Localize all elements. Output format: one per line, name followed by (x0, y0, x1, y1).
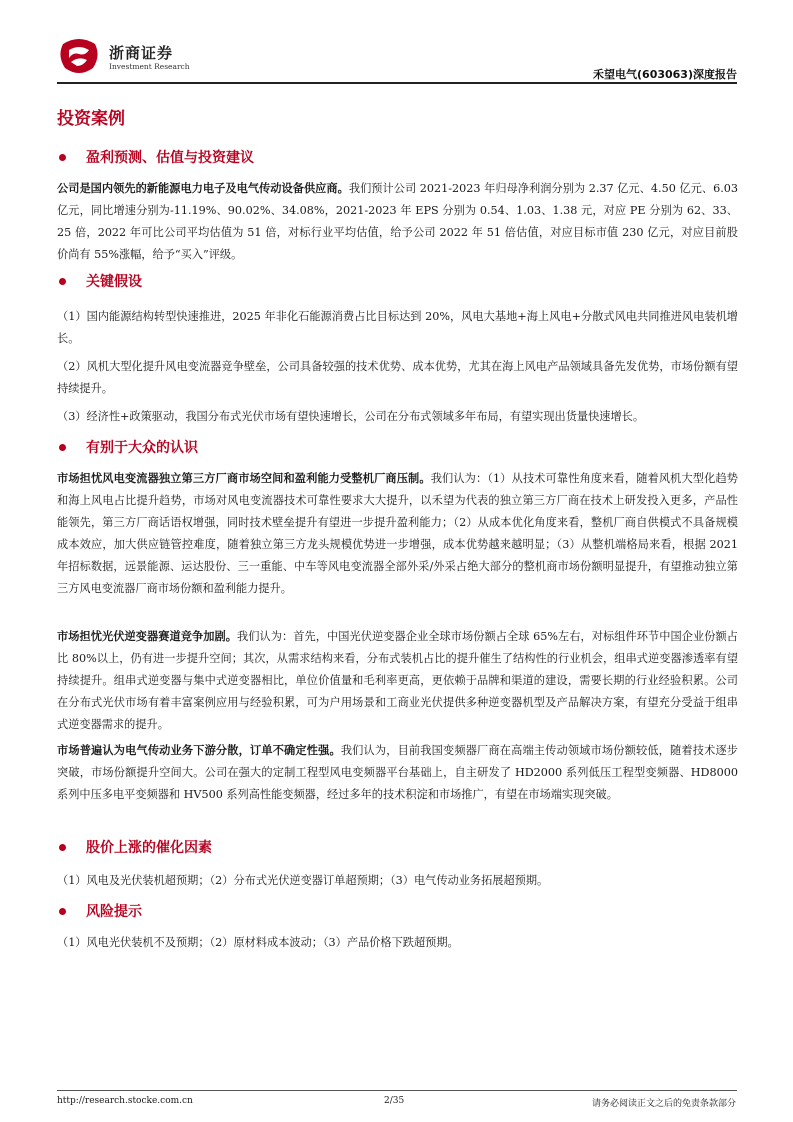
paragraph: （3）经济性+政策驱动，我国分布式光伏市场有望快速增长，公司在分布式领域多年布局，有望实现出货量快速增长。 (57, 410, 645, 423)
logo-subtitle: Investment Research (109, 62, 190, 71)
section-heading: 盈利预测、估值与投资建议 (57, 148, 254, 168)
bullet-icon (59, 844, 66, 851)
header-divider (57, 82, 737, 84)
paragraph: 公司是国内领先的新能源电力电子及电气传动设备供应商。我们预计公司 2021-2023 年归母净利润分别为 2.37 亿元、4.50 亿元、6.03 亿元，同比增速分别为-11.19%、90.02%、34.08%，2021-2023 年 EPS 分别为 0.54、1.03、1.38 元，对应 PE 分别为 62、33、25 倍，2022 年可比公司平均估值为 51 倍，对标行业平均估值，给予公司 2022 年 51 倍估值，对应目标市值 230 亿元，对应目前股价尚有 55%涨幅，给予“买入”评级。 (57, 182, 738, 261)
section-heading: 有别于大众的认识 (57, 438, 198, 458)
section-heading: 风险提示 (57, 902, 142, 922)
bullet-icon (59, 154, 66, 161)
paragraph: 市场普遍认为电气传动业务下游分散，订单不确定性强。我们认为，目前我国变频器厂商在高端主传动领域市场份额较低，随着技术逐步突破，市场份额提升空间大。公司在强大的定制工程型风电变频器平台基础上，自主研发了 HD2000 系列低压工程型变频器、HD8000 系列中压多电平变频器和 HV500 系列高性能变频器，经过多年的技术积淀和市场推广，有望在市场端实现突破。 (57, 744, 738, 801)
bullet-icon (59, 278, 66, 285)
paragraph: （1）国内能源结构转型快速推进，2025 年非化石能源消费占比目标达到 20%，风电大基地+海上风电+分散式风电共同推进风电装机增长。 (57, 310, 738, 345)
page-number: 2/35 (384, 1096, 405, 1106)
bullet-icon (59, 444, 66, 451)
paragraph: （1）风电光伏装机不及预期；（2）原材料成本波动；（3）产品价格下跌超预期。 (57, 936, 459, 949)
paragraph: （1）风电及光伏装机超预期；（2）分布式光伏逆变器订单超预期；（3）电气传动业务拓展超预期。 (57, 874, 549, 887)
paragraph: 市场担忧风电变流器独立第三方厂商市场空间和盈利能力受整机厂商压制。我们认为：（1）从技术可靠性角度来看，随着风机大型化趋势和海上风电占比提升趋势，市场对风电变流器技术可靠性要求大大提升，以禾望为代表的独立第三方厂商在技术上研发投入更多，产品性能领先，第三方厂商话语权增强，同时技术壁垒提升有望进一步提升盈利能力；（2）从成本优化角度来看，整机厂商自供模式不具备规模成本效应，加大供应链管控难度，随着独立第三方龙头规模优势进一步增强，成本优势越来越明显；（3）从整机端格局来看，根据 2021 年招标数据，远景能源、运达股份、三一重能、中车等风电变流器全部外采/外采占绝大部分的整机商市场份额明显提升，有望推动独立第三方风电变流器厂商市场份额和盈利能力提升。 (57, 472, 738, 595)
section-heading: 关键假设 (57, 272, 142, 292)
report-title: 禾望电气(603063)深度报告 (593, 68, 737, 81)
paragraph: （2）风机大型化提升风电变流器竞争壁垒，公司具备较强的技术优势、成本优势，尤其在海上风电产品领域具备先发优势，市场份额有望持续提升。 (57, 360, 738, 395)
footer-url[interactable]: http://research.stocke.com.cn (57, 1096, 193, 1106)
bullet-icon (59, 908, 66, 915)
paragraph: 市场担忧光伏逆变器赛道竞争加剧。我们认为：首先，中国光伏逆变器企业全球市场份额占全球 65%左右，对标组件环节中国企业份额占比 80%以上，仍有进一步提升空间；其次，从需求结构来看，分布式装机占比的提升催生了结构性的行业机会，组串式逆变器渗透率有望持续提升。组串式逆变器与集中式逆变器相比，单位价值量和毛利率更高，更依赖于品牌和渠道的建设，需要长期的行业经验积累。公司在分布式光伏市场有着丰富案例应用与经验积累，可为户用场景和工商业光伏提供多种逆变器机型及产品解决方案，有望充分受益于组串式逆变器需求的提升。 (57, 630, 738, 731)
logo-icon (57, 36, 101, 76)
page-header (57, 34, 737, 80)
footer-divider (57, 1090, 737, 1091)
footer-disclaimer: 请务必阅读正文之后的免责条款部分 (591, 1099, 736, 1109)
page-title: 投资案例 (57, 109, 125, 129)
section-heading: 股价上涨的催化因素 (57, 838, 212, 858)
logo-text: 浙商证券 (109, 44, 174, 62)
